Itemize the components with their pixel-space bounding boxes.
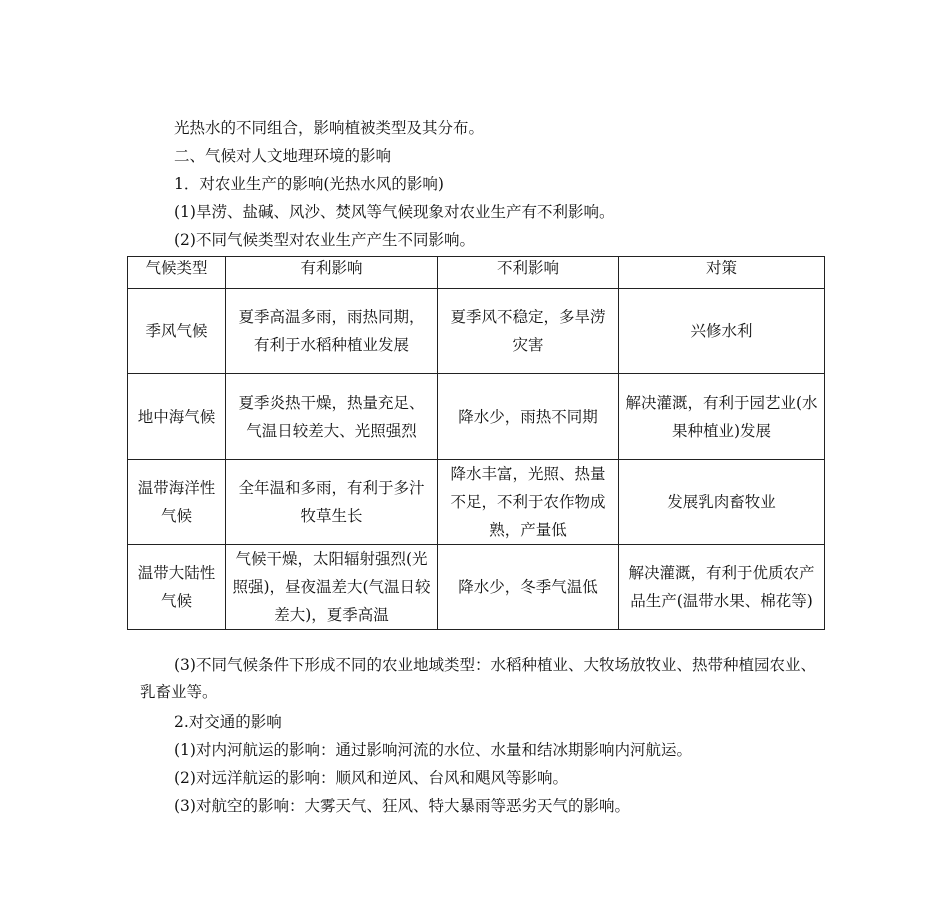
table-row xyxy=(128,374,825,460)
subsection-heading: 1．对农业生产的影响(光热水风的影响) xyxy=(174,175,444,193)
cell-unfavorable: 降水少，雨热不同期 xyxy=(438,374,619,460)
header-favorable: 有利影响 xyxy=(226,257,438,289)
cell-favorable: 全年温和多雨，有利于多汁牧草生长 xyxy=(226,460,438,545)
header-climate-type: 气候类型 xyxy=(128,257,226,289)
table-header-row xyxy=(128,257,825,289)
table-row xyxy=(128,460,825,545)
transport-point-3: (3)对航空的影响：大雾天气、狂风、特大暴雨等恶劣天气的影响。 xyxy=(174,797,630,815)
intro-point-1: (1)旱涝、盐碱、风沙、焚风等气候现象对农业生产有不利影响。 xyxy=(174,203,615,221)
cell-countermeasure: 解决灌溉，有利于园艺业(水果种植业)发展 xyxy=(619,374,825,460)
climate-impact-table xyxy=(127,256,825,630)
transport-point-1: (1)对内河航运的影响：通过影响河流的水位、水量和结冰期影响内河航运。 xyxy=(174,741,692,759)
transport-point-2: (2)对远洋航运的影响：顺风和逆风、台风和飓风等影响。 xyxy=(174,769,568,787)
cell-countermeasure: 解决灌溉，有利于优质农产品生产(温带水果、棉花等) xyxy=(619,545,825,630)
section-heading: 二、气候对人文地理环境的影响 xyxy=(174,147,392,165)
cell-climate-type: 季风气候 xyxy=(128,289,226,374)
cell-favorable: 夏季高温多雨，雨热同期，有利于水稻种植业发展 xyxy=(226,289,438,374)
cell-climate-type: 温带大陆性气候 xyxy=(128,545,226,630)
cell-climate-type: 温带海洋性气候 xyxy=(128,460,226,545)
agri-region-paragraph: (3)不同气候条件下形成不同的农业地域类型：水稻种植业、大牧场放牧业、热带种植园农业、乳畜业等。 xyxy=(140,656,816,701)
table-row xyxy=(128,545,825,630)
header-countermeasure: 对策 xyxy=(619,257,825,289)
table-row xyxy=(128,289,825,374)
cell-unfavorable: 夏季风不稳定，多旱涝灾害 xyxy=(438,289,619,374)
intro-line-1: 光热水的不同组合，影响植被类型及其分布。 xyxy=(174,119,485,137)
transport-heading: 2.对交通的影响 xyxy=(174,713,282,731)
header-unfavorable: 不利影响 xyxy=(438,257,619,289)
intro-point-2: (2)不同气候类型对农业生产产生不同影响。 xyxy=(174,231,475,249)
cell-unfavorable: 降水丰富，光照、热量不足，不利于农作物成熟，产量低 xyxy=(438,460,619,545)
cell-unfavorable: 降水少，冬季气温低 xyxy=(438,545,619,630)
cell-climate-type: 地中海气候 xyxy=(128,374,226,460)
cell-favorable: 夏季炎热干燥，热量充足、气温日较差大、光照强烈 xyxy=(226,374,438,460)
cell-countermeasure: 兴修水利 xyxy=(619,289,825,374)
cell-favorable: 气候干燥，太阳辐射强烈(光照强)，昼夜温差大(气温日较差大)，夏季高温 xyxy=(226,545,438,630)
cell-countermeasure: 发展乳肉畜牧业 xyxy=(619,460,825,545)
